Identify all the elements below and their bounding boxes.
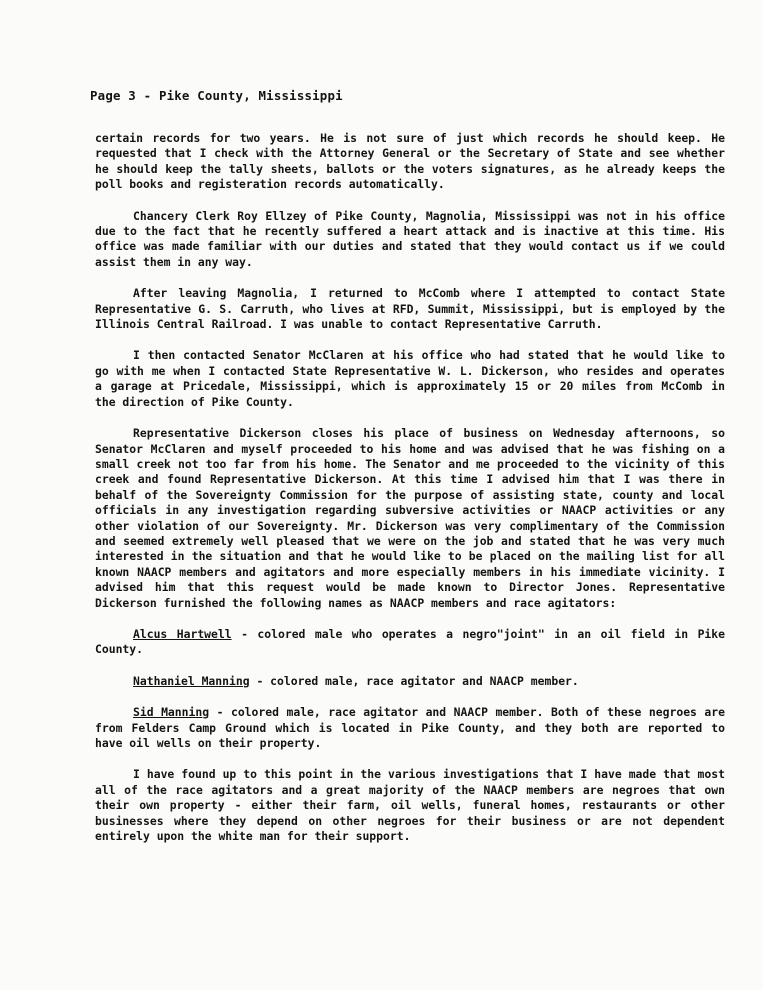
paragraph-records: certain records for two years. He is not sure of just which records he should keep. He requested that I check with the Attorney General or the Secretary of State and see whether he should keep the tally sheets, ballots or the voters signatures, as he already keeps the poll books and registeration records automatically. [95, 131, 725, 192]
entry-name: Sid Manning [133, 705, 210, 720]
paragraph-carruth: After leaving Magnolia, I returned to McComb where I attempted to contact State Representative G. S. Carruth, who lives at RFD, Summit, Mississippi, but is employed by the Illinois Central Railroad. I was unable to contact Representative Carruth. [95, 286, 725, 332]
named-entry [95, 674, 725, 689]
entry-name: Alcus Hartwell [133, 626, 232, 641]
document-body [95, 131, 725, 860]
entry-text: - colored male, race agitator and NAACP member. Both of these negroes are from Felders Camp Ground which is located in Pike County, and they both are reported to have oil wells on their property. [95, 705, 725, 750]
named-entry [95, 627, 725, 658]
entry-text: - colored male, race agitator and NAACP member. [249, 673, 579, 688]
paragraph-dickerson: Representative Dickerson closes his place of business on Wednesday afternoons, so Senator McClaren and myself proceeded to his home and was advised that he was fishing on a small creek not too far from his home. The Senator and me proceeded to the vicinity of this creek and found Representative Dickerson. At this time I advised him that I was there in behalf of the Sovereignty Commission for the purpose of assisting state, county and local officials in any investigation regarding subversive activities or NAACP activities or any other violation of our Sovereignty. Mr. Dickerson was very complimentary of the Commission and seemed extremely well pleased that we were on the job and stated that he was very much interested in the situation and that he would like to be placed on the mailing list for all known NAACP members and agitators and more especially members in his immediate vicinity. I advised him that this request would be made known to Director Jones. Representative Dickerson furnished the following names as NAACP members and race agitators: [95, 426, 725, 610]
paragraph-chancery-clerk: Chancery Clerk Roy Ellzey of Pike County, Magnolia, Mississippi was not in his office due to the fact that he recently suffered a heart attack and is inactive at this time. His office was made familiar with our duties and stated that they would contact us if we could assist them in any way. [95, 208, 725, 269]
paragraph-findings: I have found up to this point in the various investigations that I have made that most all of the race agitators and a great majority of the NAACP members are negroes that own their own property - either their farm, oil wells, funeral homes, restaurants or other businesses where they depend on other negroes for their business or are not dependent entirely upon the white man for their support. [95, 767, 725, 844]
paragraph-mcclaren: I then contacted Senator McClaren at his office who had stated that he would like to go with me when I contacted State Representative W. L. Dickerson, who resides and operates a garage at Pricedale, Mississippi, which is approximately 15 or 20 miles from McComb in the direction of Pike County. [95, 348, 725, 409]
entry-text: - colored male who operates a negro"joint" in an oil field in Pike County. [95, 626, 726, 657]
entry-name: Nathaniel Manning [133, 673, 250, 688]
named-entry [95, 705, 725, 751]
page-header: Page 3 - Pike County, Mississippi [90, 88, 343, 103]
